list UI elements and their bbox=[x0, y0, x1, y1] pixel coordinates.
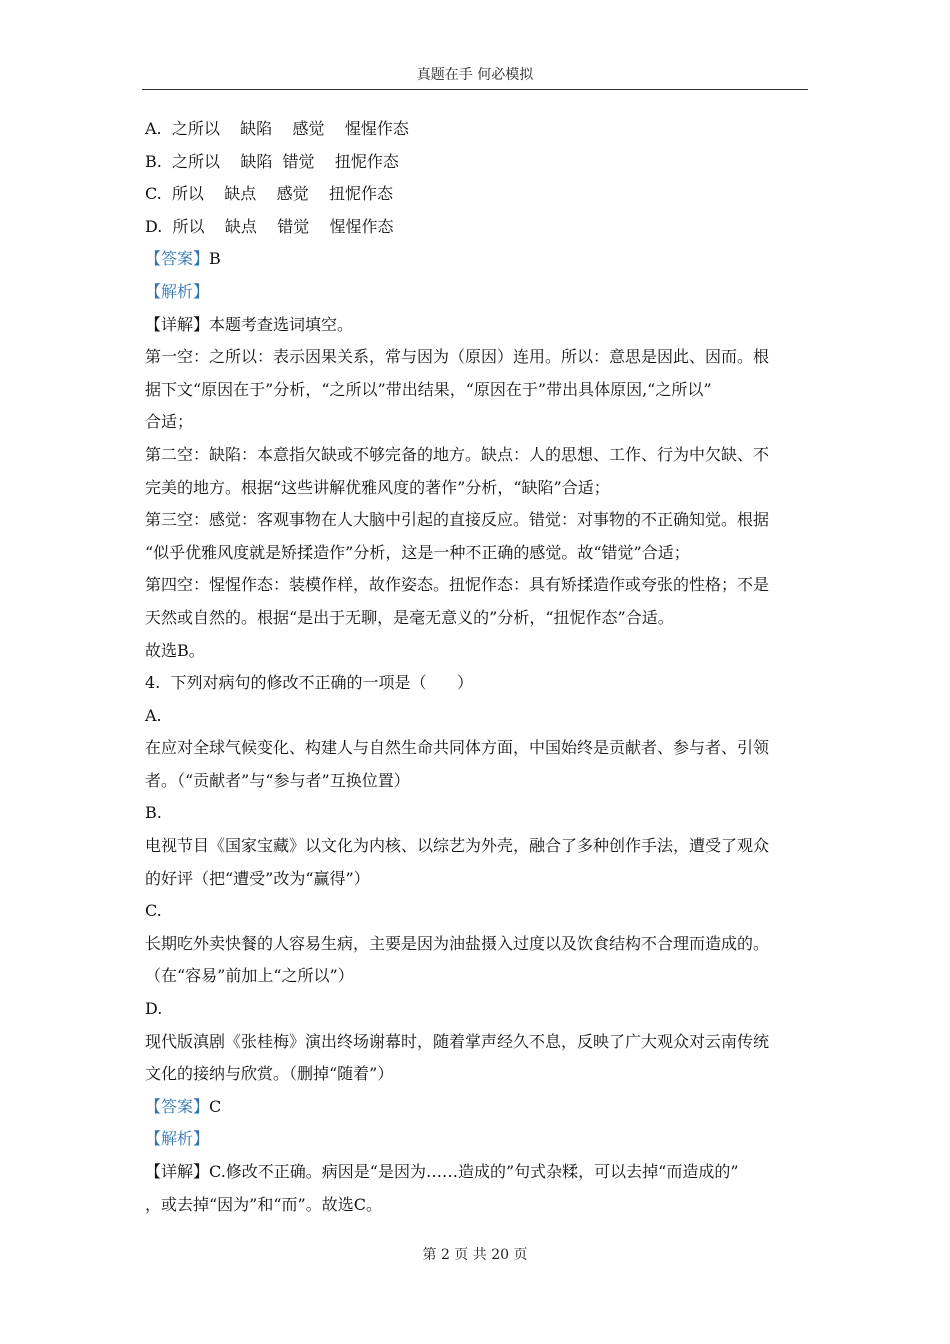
q4-option-text: 电视节目《国家宝藏》以文化为内核、以综艺为外壳，融合了多种创作手法，遭受了观众 bbox=[145, 836, 770, 856]
detail-line: 完美的地方。根据“这些讲解优雅风度的著作”分析，“缺陷”合适； bbox=[145, 477, 610, 497]
q4-option-text: 者。（“贡献者”与“参与者”互换位置） bbox=[145, 770, 410, 790]
detail-line: 第四空：惺惺作态：装模作样，故作姿态。扭怩作态：具有矫揉造作或夸张的性格；不是 bbox=[145, 575, 770, 595]
document-body bbox=[145, 113, 805, 1221]
option-a: A. 之所以 缺陷 感觉 惺惺作态 bbox=[145, 119, 409, 138]
q4-answer-tag: 【答案】 bbox=[145, 1096, 210, 1116]
q4-detail-line bbox=[145, 1156, 805, 1189]
option-d: D. 所以 缺点 错觉 惺惺作态 bbox=[145, 216, 394, 236]
detail-line: 合适； bbox=[145, 412, 194, 432]
detail-line: 第二空：缺陷：本意指欠缺或不够完备的地方。缺点：人的思想、工作、行为中欠缺、不 bbox=[145, 444, 770, 464]
q4-option-label: A. bbox=[145, 705, 162, 725]
q4-option-text: 的好评（把“遭受”改为“赢得”） bbox=[145, 868, 370, 888]
option-c: C. 所以 缺点 感觉 扭怩作态 bbox=[145, 184, 393, 204]
q4-option-text: 文化的接纳与欣赏。（删掉“随着”） bbox=[145, 1064, 394, 1084]
q4-analysis-tag: 【解析】 bbox=[145, 1129, 210, 1149]
detail-line: 第一空：之所以：表示因果关系，常与因为（原因）连用。所以：意思是因此、因而。根 bbox=[145, 347, 770, 367]
detail-line: 第三空：感觉：客观事物在人大脑中引起的直接反应。错觉：对事物的不正确知觉。根据 bbox=[145, 510, 770, 530]
detail-line: “似乎优雅风度就是矫揉造作”分析，这是一种不正确的感觉。故“错觉”合适； bbox=[145, 542, 690, 562]
detail-line: 天然或自然的。根据“是出于无聊，是毫无意义的”分析，“扭怩作态”合适。 bbox=[145, 607, 674, 627]
analysis-tag: 【解析】 bbox=[145, 281, 210, 301]
header-divider bbox=[142, 89, 808, 90]
q4-option-text: （在“容易”前加上“之所以”） bbox=[145, 966, 354, 986]
q4-detail-text: C.修改不正确。病因是“是因为……造成的”句式杂糅，可以去掉“而造成的” bbox=[209, 1162, 739, 1181]
page-header: 真题在手 何必模拟 bbox=[416, 67, 534, 83]
detail-conclusion: 故选B。 bbox=[145, 640, 205, 660]
q4-option-label: B. bbox=[145, 803, 162, 823]
detail-heading bbox=[145, 309, 805, 342]
page-footer: 第 2 页 共 20 页 bbox=[422, 1247, 528, 1263]
detail-intro: 本题考查选词填空。 bbox=[209, 314, 354, 334]
q4-option-label: D. bbox=[145, 999, 163, 1019]
q4-answer-value: C bbox=[209, 1096, 222, 1116]
answer-tag: 【答案】 bbox=[145, 249, 210, 269]
question-4-stem: 4. 下列对病句的修改不正确的一项是（ ） bbox=[145, 673, 473, 693]
q4-option-text: 在应对全球气候变化、构建人与自然生命共同体方面，中国始终是贡献者、参与者、引领 bbox=[145, 738, 770, 758]
detail-line: 据下文“原因在于”分析，“之所以”带出结果，“原因在于”带出具体原因,“之所以” bbox=[145, 379, 712, 399]
q4-option-label: C. bbox=[145, 901, 162, 921]
q4-detail-tag: 【详解】 bbox=[145, 1162, 210, 1181]
q4-answer-line bbox=[145, 1091, 805, 1124]
q4-option-text: 长期吃外卖快餐的人容易生病，主要是因为油盐摄入过度以及饮食结构不合理而造成的。 bbox=[145, 933, 770, 953]
q4-detail-line: ，或去掉“因为”和“而”。故选C。 bbox=[145, 1194, 382, 1214]
option-b: B. 之所以 缺陷 错觉 扭怩作态 bbox=[145, 151, 399, 171]
q4-option-text: 现代版滇剧《张桂梅》演出终场谢幕时，随着掌声经久不息，反映了广大观众对云南传统 bbox=[145, 1031, 770, 1051]
answer-line bbox=[145, 243, 805, 276]
answer-value: B bbox=[209, 249, 221, 269]
detail-tag: 【详解】 bbox=[145, 314, 210, 334]
